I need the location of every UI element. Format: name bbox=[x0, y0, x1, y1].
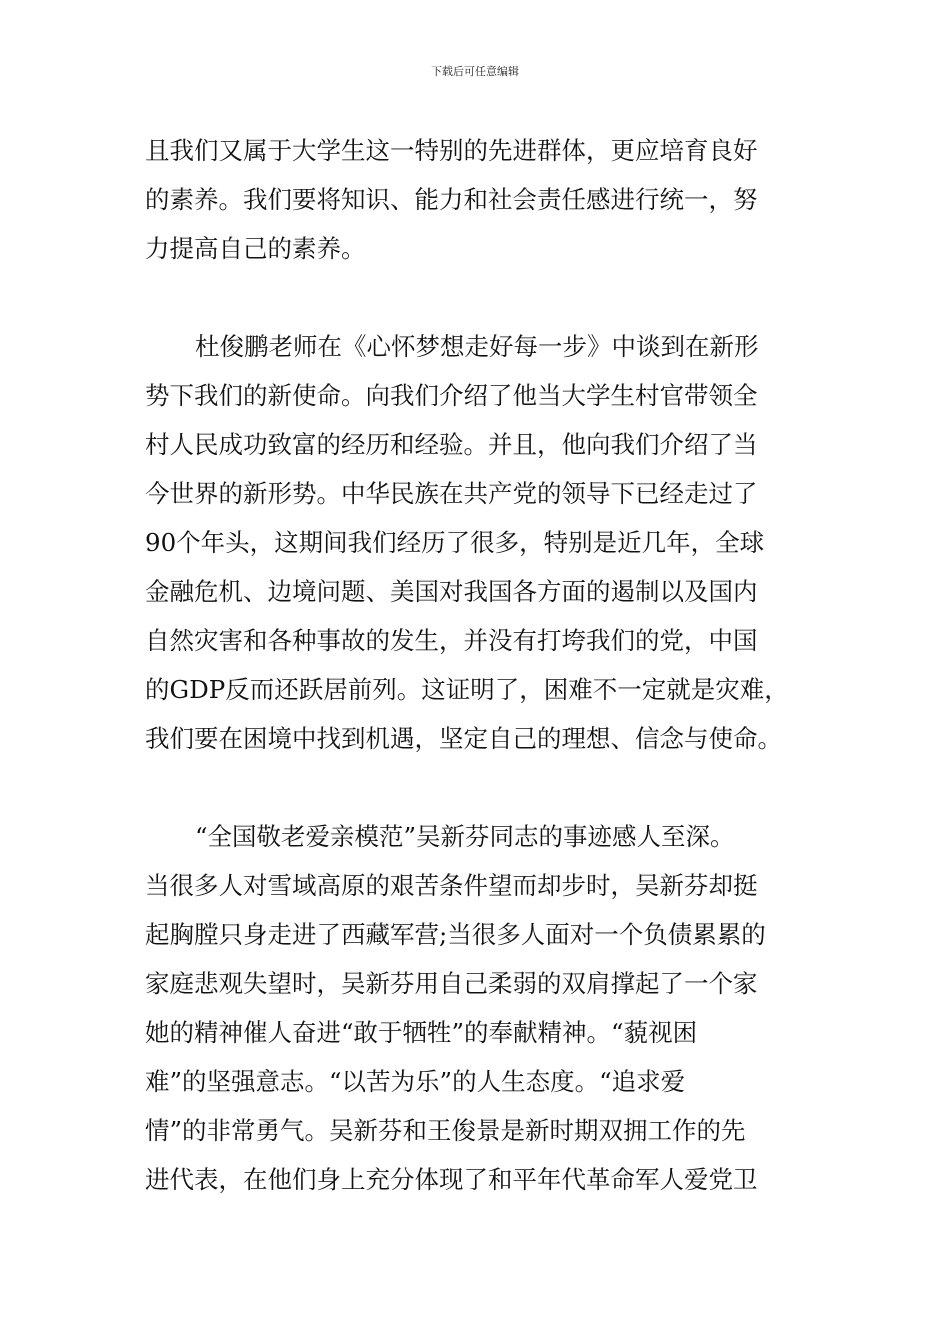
paragraph-line: 力提高自己的素养。 bbox=[145, 234, 366, 263]
paragraph-1 bbox=[145, 126, 807, 273]
paragraph-line: 起胸膛只身走进了西藏军营;当很多人面对一个负债累累的 bbox=[145, 920, 766, 949]
paragraph-line: 势下我们的新使命。向我们介绍了他当大学生村官带领全 bbox=[145, 381, 758, 410]
paragraph-line: 当很多人对雪域高原的艰苦条件望而却步时，吴新芬却挺 bbox=[145, 871, 758, 900]
paragraph-line: 的素养。我们要将知识、能力和社会责任感进行统一，努 bbox=[145, 185, 758, 214]
paragraph-line: 难”的坚强意志。“以苦为乐”的人生态度。“追求爱 bbox=[145, 1067, 686, 1096]
paragraph-line: 她的精神催人奋进“敢于牺牲”的奉献精神。“藐视困 bbox=[145, 1018, 698, 1047]
paragraph-3 bbox=[145, 812, 807, 1204]
paragraph-line: 今世界的新形势。中华民族在共产党的领导下已经走过了 bbox=[145, 479, 758, 508]
paragraph-line: 村人民成功致富的经历和经验。并且，他向我们介绍了当 bbox=[145, 430, 758, 459]
paragraph-line: 情”的非常勇气。吴新芬和王俊景是新时期双拥工作的先 bbox=[145, 1116, 746, 1145]
paragraph-line: 进代表，在他们身上充分体现了和平年代革命军人爱党卫 bbox=[145, 1165, 758, 1194]
page-header-note: 下载后可任意编辑 bbox=[431, 65, 519, 78]
paragraph-line: 自然灾害和各种事故的发生，并没有打垮我们的党，中国 bbox=[145, 626, 758, 655]
paragraph-line: 90个年头，这期间我们经历了很多，特别是近几年，全球 bbox=[145, 528, 765, 557]
paragraph-line: 杜俊鹏老师在《心怀梦想走好每一步》中谈到在新形 bbox=[195, 332, 759, 361]
paragraph-line: 我们要在困境中找到机遇，坚定自己的理想、信念与使命。 bbox=[145, 724, 782, 753]
paragraph-line: “全国敬老爱亲模范”吴新芬同志的事迹感人至深。 bbox=[195, 822, 735, 851]
paragraph-line: 家庭悲观失望时，吴新芬用自己柔弱的双肩撑起了一个家 bbox=[145, 969, 758, 998]
paragraph-line: 的GDP反而还跃居前列。这证明了，困难不一定就是灾难， bbox=[145, 675, 789, 704]
paragraph-line: 且我们又属于大学生这一特别的先进群体，更应培育良好 bbox=[145, 136, 758, 165]
paragraph-line: 金融危机、边境问题、美国对我国各方面的遏制以及国内 bbox=[145, 577, 758, 606]
paragraph-2 bbox=[145, 322, 807, 763]
